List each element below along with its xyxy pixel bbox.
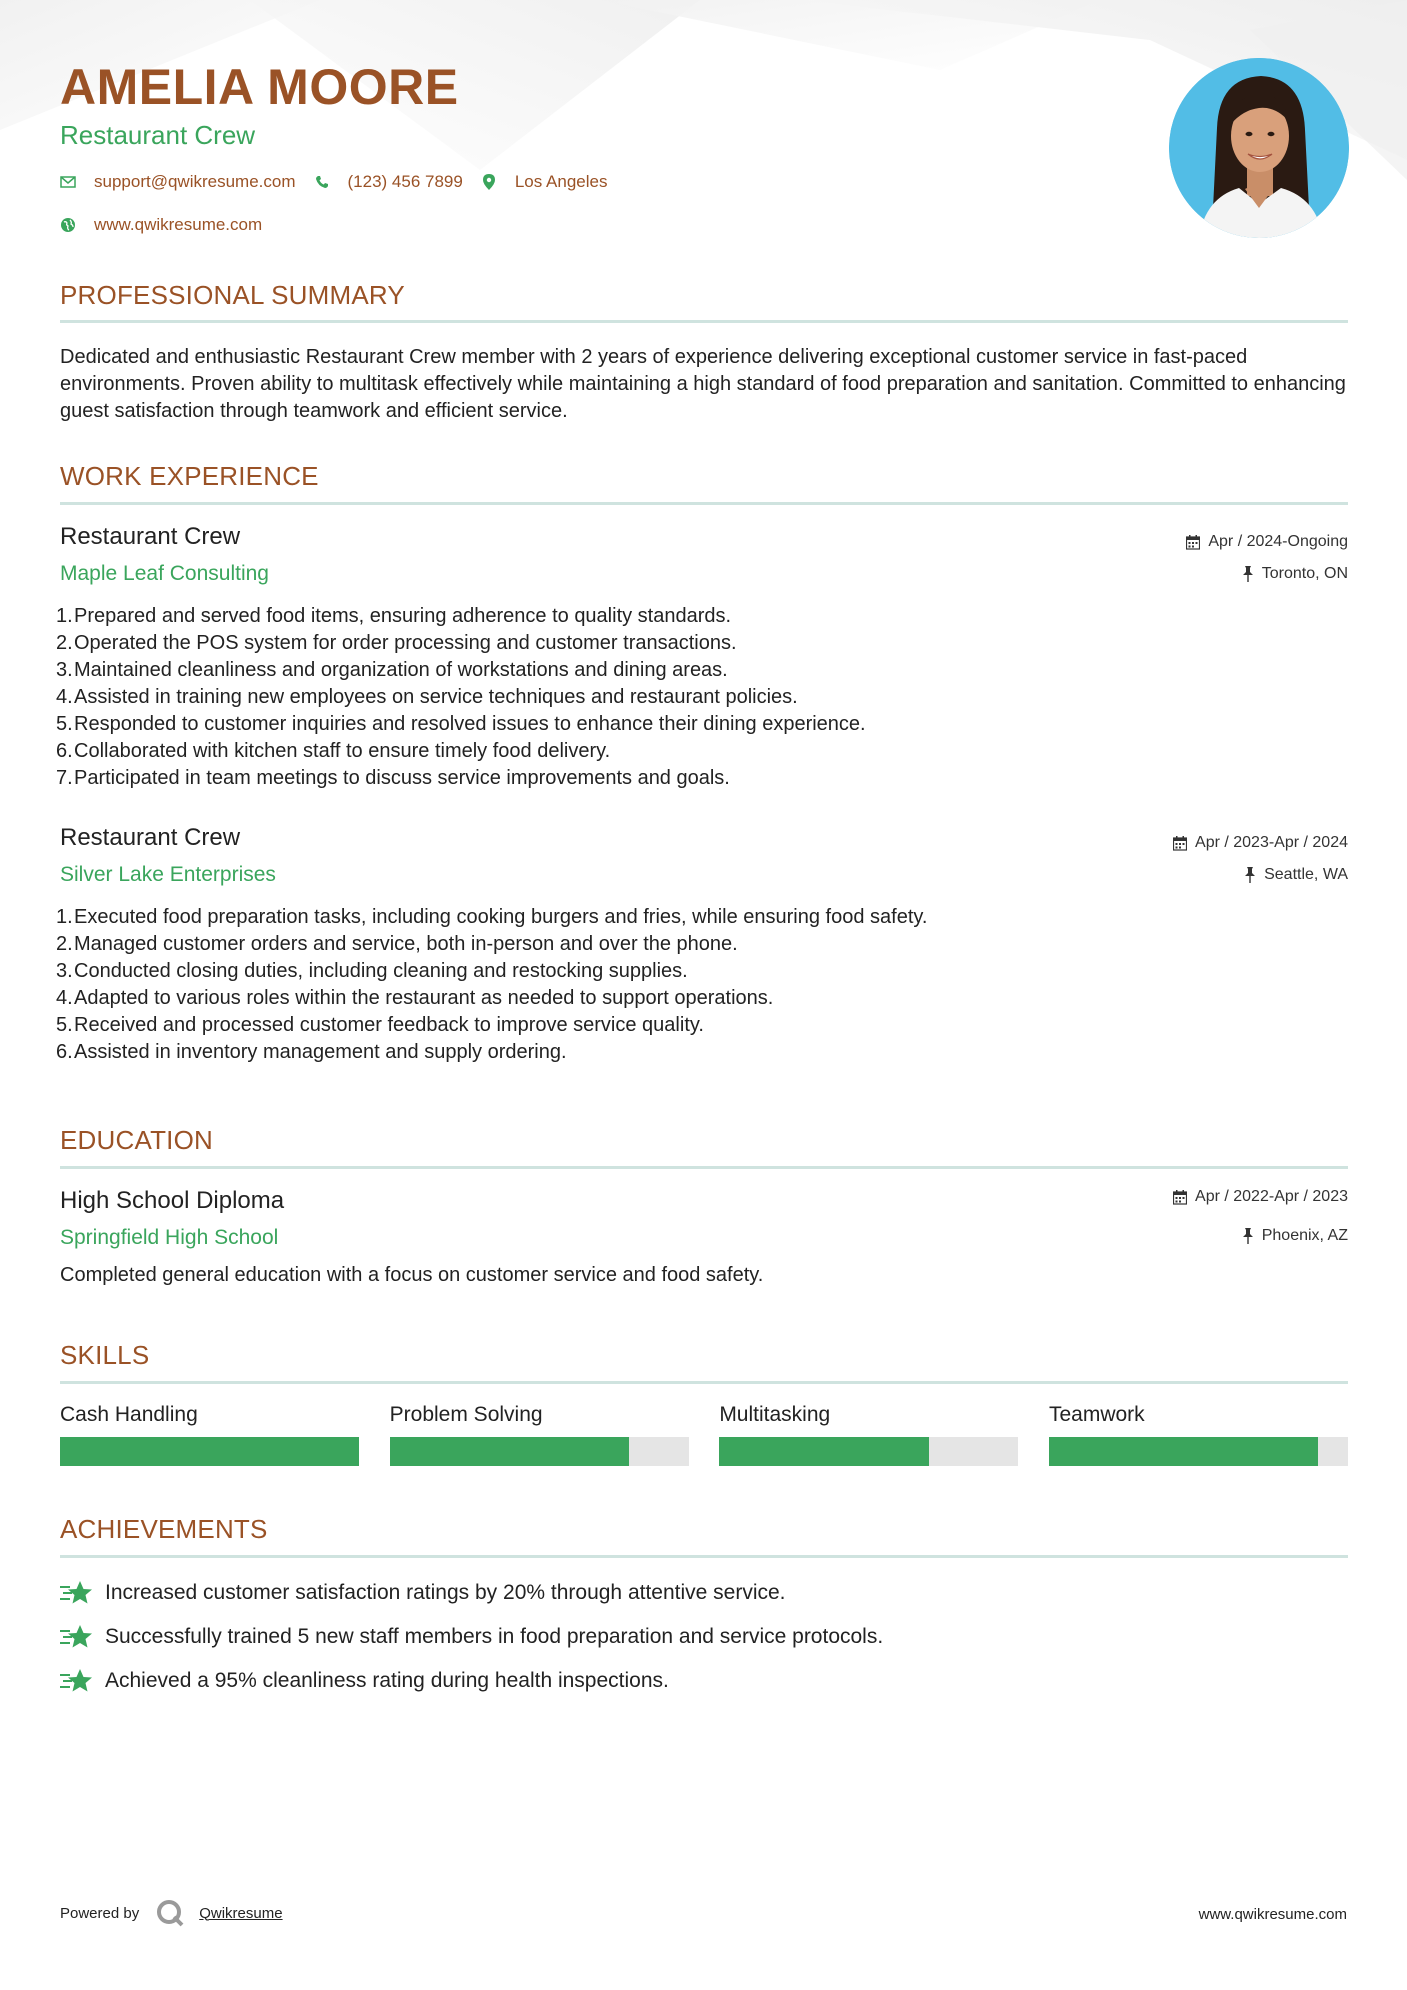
list-item: 2 . Operated the POS system for order processing and customer transactions. (60, 630, 1348, 657)
section-title-skills: SKILLS (60, 1340, 150, 1370)
section-divider (60, 502, 1348, 505)
job-duties-list (56, 904, 1348, 1066)
summary-text: Dedicated and enthusiastic Restaurant Crew member with 2 years of experience delivering exceptional customer service in fast-paced environments. Proven ability to multitask effectively while maintaining a high standard of food preparation and sanitation. Committed to enhancing guest satisfaction through teamwork and efficient service. (60, 346, 1346, 422)
calendar-icon (1186, 535, 1200, 550)
list-item: 4 . Assisted in training new employees on service techniques and restaurant policies. (60, 684, 1348, 711)
skill-bar-fill (1049, 1437, 1318, 1466)
skill-item (719, 1403, 1018, 1466)
job-company: Maple Leaf Consulting (60, 562, 269, 585)
job-duties-list (56, 603, 1348, 792)
education-location (1242, 1227, 1348, 1245)
phone-icon (314, 174, 330, 190)
job-dates-text: Apr / 2024-Ongoing (1208, 533, 1348, 550)
education-dates (1173, 1188, 1348, 1206)
education-school: Springfield High School (60, 1226, 279, 1249)
skill-item (1049, 1403, 1348, 1466)
candidate-name: AMELIA MOORE (60, 59, 459, 115)
job-company: Silver Lake Enterprises (60, 863, 276, 886)
footer-powered-by (60, 1898, 283, 1928)
job-dates (1173, 834, 1348, 852)
skill-name: Problem Solving (389, 1403, 543, 1426)
skill-item (390, 1403, 689, 1466)
powered-by-label: Powered by (60, 1904, 140, 1922)
education-degree: High School Diploma (60, 1187, 285, 1214)
qwikresume-logo-icon (155, 1898, 185, 1928)
section-divider (60, 1381, 1348, 1384)
skill-name: Multitasking (719, 1403, 831, 1426)
footer-website-link[interactable]: www.qwikresume.com (1198, 1906, 1347, 1923)
list-item: 5 . Received and processed customer feedback to improve service quality. (60, 1012, 1348, 1039)
job-title: Restaurant Crew (60, 523, 241, 550)
education-description: Completed general education with a focus on customer service and food safety. (60, 1264, 764, 1286)
list-item: 2 . Managed customer orders and service, both in-person and over the phone. (60, 931, 1348, 958)
candidate-role: Restaurant Crew (60, 120, 256, 150)
list-item: 1 . Executed food preparation tasks, including cooking burgers and fries, while ensuring food safety. (60, 904, 1348, 931)
list-item: 6 . Assisted in inventory management and supply ordering. (60, 1039, 1348, 1066)
job-location (1244, 866, 1348, 884)
list-item: 5 . Responded to customer inquiries and resolved issues to enhance their dining experience. (60, 711, 1348, 738)
skill-bar (60, 1437, 359, 1466)
job-location-text: Seattle, WA (1264, 866, 1348, 883)
pushpin-icon (1244, 867, 1256, 883)
job-title: Restaurant Crew (60, 824, 241, 851)
achievement-text: Achieved a 95% cleanliness rating during health inspections. (105, 1669, 669, 1692)
skill-bar (719, 1437, 1018, 1466)
section-title-summary: PROFESSIONAL SUMMARY (60, 280, 405, 310)
section-title-experience: WORK EXPERIENCE (60, 461, 319, 491)
pushpin-icon (1242, 1228, 1254, 1244)
section-divider (60, 1166, 1348, 1169)
list-item: 3 . Maintained cleanliness and organization of workstations and dining areas. (60, 657, 1348, 684)
job-location-text: Toronto, ON (1261, 565, 1348, 582)
skill-item (60, 1403, 359, 1466)
achievement-item (60, 1578, 786, 1608)
contact-row-secondary (60, 215, 280, 235)
section-divider (60, 320, 1348, 323)
list-item: 1 . Prepared and served food items, ensuring adherence to quality standards. (60, 603, 1348, 630)
achievement-item (60, 1666, 669, 1696)
star-award-icon (60, 1622, 94, 1652)
skill-bar (1049, 1437, 1348, 1466)
contact-website[interactable] (60, 215, 262, 235)
envelope-icon (60, 174, 76, 190)
calendar-icon (1173, 836, 1187, 851)
contact-phone[interactable] (314, 172, 463, 192)
globe-icon (60, 217, 76, 233)
skills-list (60, 1403, 1348, 1466)
contact-row-primary (60, 172, 625, 192)
list-item: 7 . Participated in team meetings to discuss service improvements and goals. (60, 765, 1348, 792)
footer-brand-link[interactable]: Qwikresume (199, 1904, 283, 1922)
website-text[interactable]: www.qwikresume.com (94, 215, 263, 234)
map-pin-icon (481, 174, 497, 190)
phone-text[interactable]: (123) 456 7899 (347, 172, 463, 191)
education-location-text: Phoenix, AZ (1261, 1227, 1348, 1244)
list-item: 4 . Adapted to various roles within the restaurant as needed to support operations. (60, 985, 1348, 1012)
achievement-item (60, 1622, 883, 1652)
email-text[interactable]: support@qwikresume.com (94, 172, 296, 191)
location-text: Los Angeles (514, 172, 608, 191)
skill-bar-fill (719, 1437, 928, 1466)
skill-bar-fill (60, 1437, 359, 1466)
skill-bar-fill (390, 1437, 629, 1466)
contact-email[interactable] (60, 172, 296, 192)
skill-name: Cash Handling (60, 1403, 198, 1426)
pushpin-icon (1242, 566, 1254, 582)
job-location (1242, 565, 1348, 583)
list-item: 3 . Conducted closing duties, including cleaning and restocking supplies. (60, 958, 1348, 985)
list-item: 6 . Collaborated with kitchen staff to ensure timely food delivery. (60, 738, 1348, 765)
skill-bar (390, 1437, 689, 1466)
section-title-achievements: ACHIEVEMENTS (60, 1514, 268, 1544)
profile-photo (1169, 58, 1349, 238)
calendar-icon (1173, 1190, 1187, 1205)
education-dates-text: Apr / 2022-Apr / 2023 (1195, 1188, 1348, 1205)
star-award-icon (60, 1578, 94, 1608)
skill-name: Teamwork (1048, 1403, 1145, 1426)
job-dates-text: Apr / 2023-Apr / 2024 (1195, 834, 1348, 851)
achievement-text: Increased customer satisfaction ratings by 20% through attentive service. (105, 1581, 786, 1604)
section-divider (60, 1555, 1348, 1558)
achievement-text: Successfully trained 5 new staff members in food preparation and service protocols. (105, 1625, 884, 1648)
job-dates (1186, 533, 1348, 551)
contact-location (481, 172, 608, 192)
section-title-education: EDUCATION (60, 1125, 213, 1155)
star-award-icon (60, 1666, 94, 1696)
